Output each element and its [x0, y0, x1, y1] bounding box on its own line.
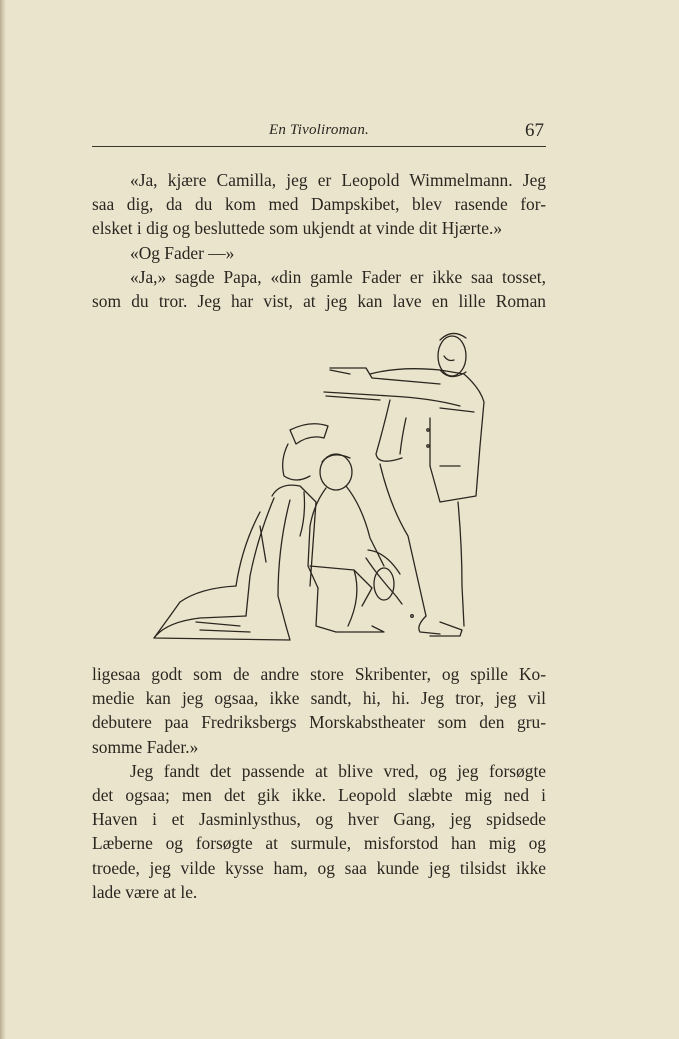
text-line: troede, jeg vilde kysse ham, og saa kunde jeg tilsidst ikke	[92, 857, 546, 878]
text-line: ligesaa godt som de andre store Skribenter, og spille Ko-	[92, 664, 546, 684]
line-drawing-illustration	[140, 326, 500, 646]
text-line: «Ja,» sagde Papa, «din gamle Fader er ikke saa tosset,	[130, 266, 546, 287]
body-text-top	[92, 168, 546, 313]
text-line: elsket i dig og besluttede som ukjendt at vinde dit Hjærte.»	[92, 218, 503, 239]
text-line: debutere paa Fredriksbergs Morskabstheater som den gru-	[92, 712, 546, 733]
body-text-bottom	[92, 662, 546, 904]
text-line: medie kan jeg ogsaa, ikke sandt, hi, hi. Jeg tror, jeg vil	[92, 688, 546, 709]
running-header	[92, 122, 546, 146]
kneeling-woman-figure	[154, 424, 328, 640]
text-line: som du tror. Jeg har vist, at jeg kan lave en lille Roman	[92, 291, 546, 312]
text-line: lade være at le.	[92, 881, 198, 902]
text-line: somme Fader.»	[92, 736, 199, 757]
page-edge	[0, 0, 6, 1039]
text-line: Læberne og forsøgte at surmule, misforstod han mig og	[92, 833, 546, 854]
text-line: Jeg fandt det passende at blive vred, og jeg forsøgte	[130, 760, 546, 781]
page-number: 67	[525, 120, 544, 141]
header-rule	[92, 146, 546, 147]
text-line: det ogsaa; men det gik ikke. Leopold slæbte mig ned i	[92, 785, 546, 806]
kneeling-man-figure	[308, 454, 402, 632]
text-line: «Og Fader —»	[130, 242, 235, 263]
running-title: En Tivoliroman.	[269, 122, 369, 138]
text-line: saa dig, da du kom med Dampskibet, blev rasende for-	[92, 194, 546, 215]
illustration	[140, 326, 500, 646]
text-line: «Ja, kjære Camilla, jeg er Leopold Wimmelmann. Jeg	[130, 170, 546, 190]
text-line: Haven i et Jasminlysthus, og hver Gang, jeg spidsede	[92, 809, 546, 830]
